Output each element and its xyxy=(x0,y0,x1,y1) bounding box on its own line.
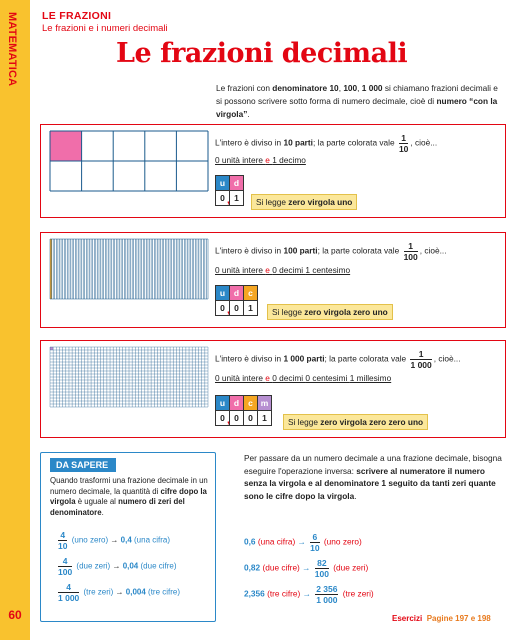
page-number: 60 xyxy=(8,608,22,622)
decimal-comma: , xyxy=(227,195,230,206)
conversion-example: 2,356 (tre cifre) → $\frac{2 356}{1 000}$ (tre zeri) xyxy=(244,584,374,605)
info-box-text: Quando trasformi una frazione decimale in un numero decimale, la quantità di cifre dopo la virgola è uguale al numero di zeri del denominatore. xyxy=(50,476,208,517)
digit-tenths: 0 xyxy=(230,411,244,426)
digit-hundredths: 1 xyxy=(244,301,258,316)
reading-note: Si legge zero virgola zero zero uno xyxy=(283,414,428,430)
header-thousandths: m xyxy=(258,396,272,411)
colored-part xyxy=(50,347,53,350)
digit-tenths: 0 xyxy=(230,301,244,316)
fraction: $\frac{4}{1 000}$ xyxy=(58,582,80,603)
digit-tenths: 1 xyxy=(230,191,244,206)
fraction: $\frac{1}{100}$ xyxy=(403,241,418,262)
header-tenths: d xyxy=(230,396,244,411)
grid-hundredths xyxy=(49,238,209,300)
info-box-tag: DA SAPERE xyxy=(50,458,116,472)
info-example: $\frac{4}{1 000}$ (tre zeri) → 0,004 (tre cifre) xyxy=(58,582,181,603)
info-example: $\frac{4}{100}$ (due zeri) → 0,04 (due cifre) xyxy=(58,556,177,577)
reading-note: Si legge zero virgola uno xyxy=(251,194,357,210)
header-units: u xyxy=(216,396,230,411)
example-hundredths xyxy=(40,232,506,328)
conversion-example: 0,6 (una cifra) → $\frac{6}{10}$ (uno zero) xyxy=(244,532,362,553)
digit-units: 0 xyxy=(216,191,230,206)
section-subtitle: Le frazioni e i numeri decimali xyxy=(42,23,168,34)
section-title: LE FRAZIONI xyxy=(42,10,112,22)
example-sentence: L'intero è diviso in 1 000 parti; la parte colorata vale $\frac{1}{1 000}$ , cioè... xyxy=(215,349,461,370)
grid-thousandths xyxy=(49,346,209,408)
reading-note: Si legge zero virgola zero uno xyxy=(267,304,393,320)
info-example: $\frac{4}{10}$ (uno zero) → 0,4 (una cifra) xyxy=(58,530,171,551)
exercises-reference xyxy=(392,614,491,623)
example-thousandths xyxy=(40,340,506,438)
header-hundredths: c xyxy=(244,396,258,411)
place-value-table xyxy=(215,395,272,426)
header-units: u xyxy=(216,176,230,191)
conversion-example: 0,82 (due cifre) → $\frac{82}{100}$ (due zeri) xyxy=(244,558,369,579)
decimal-comma: , xyxy=(227,415,230,426)
sidebar-strip xyxy=(0,0,30,640)
example-breakdown: 0 unità intere e 0 decimi 0 centesimi 1 millesimo xyxy=(215,373,392,383)
header-units: u xyxy=(216,286,230,301)
example-breakdown: 0 unità intere e 1 decimo xyxy=(215,155,306,165)
grid-tenths xyxy=(49,130,209,192)
header-tenths: d xyxy=(230,176,244,191)
example-sentence: L'intero è diviso in 10 parti; la parte colorata vale $\frac{1}{10}$ , cioè... xyxy=(215,133,438,154)
exercises-pages: Pagine 197 e 198 xyxy=(426,614,491,623)
subject-label: MATEMATICA xyxy=(6,12,18,87)
place-value-table xyxy=(215,285,258,316)
header-hundredths: c xyxy=(244,286,258,301)
digit-hundredths: 0 xyxy=(244,411,258,426)
colored-part xyxy=(50,131,82,161)
inverse-rule-text: Per passare da un numero decimale a una frazione decimale, bisogna eseguire l'operazione inversa: scrivere al numeratore il numero senza la virgola e al denominatore 1 seguito da tanti zeri quante sono le cifre dopo la virgola. xyxy=(244,453,502,501)
exercises-label: Esercizi xyxy=(392,614,423,623)
fraction: $\frac{4}{10}$ xyxy=(58,530,68,551)
decimal-comma: , xyxy=(227,305,230,316)
example-breakdown: 0 unità intere e 0 decimi 1 centesimo xyxy=(215,265,351,275)
digit-units: 0 xyxy=(216,301,230,316)
fraction: $\frac{6}{10}$ xyxy=(310,532,320,553)
fraction: $\frac{4}{100}$ xyxy=(58,556,73,577)
header-tenths: d xyxy=(230,286,244,301)
fraction: $\frac{82}{100}$ xyxy=(314,558,329,579)
digit-units: 0 xyxy=(216,411,230,426)
fraction: $\frac{2 356}{1 000}$ xyxy=(316,584,338,605)
fraction: $\frac{1}{1 000}$ xyxy=(410,349,432,370)
digit-thousandths: 1 xyxy=(258,411,272,426)
example-sentence: L'intero è diviso in 100 parti; la parte colorata vale $\frac{1}{100}$ , cioè... xyxy=(215,241,447,262)
page-title: Le frazioni decimali xyxy=(116,38,408,69)
fraction: $\frac{1}{10}$ xyxy=(398,133,409,154)
intro-paragraph: Le frazioni con denominatore 10, 100, 1 000 si chiamano frazioni decimali e si possono scrivere sotto forma di numero decimale, cioè di numero “con la virgola”. xyxy=(216,83,498,119)
example-tenths xyxy=(40,124,506,218)
